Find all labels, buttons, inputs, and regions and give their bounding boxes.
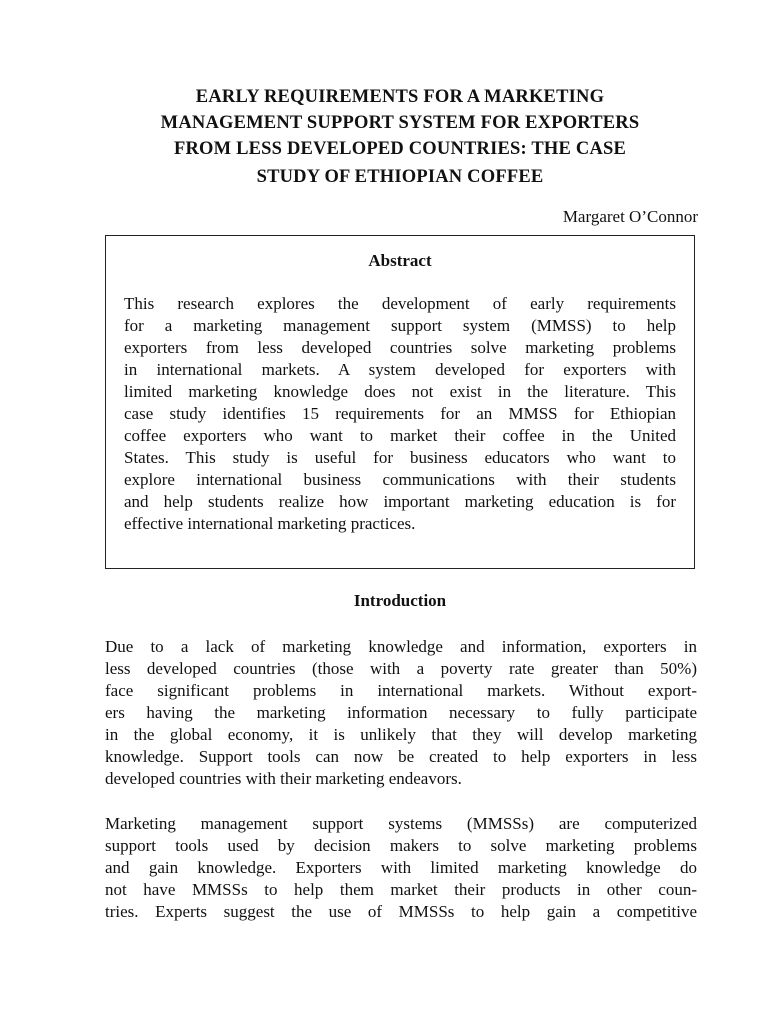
abstract-line: and help students realize how important marketing education is for bbox=[124, 492, 676, 511]
paragraph-line: support tools used by decision makers to solve marketing problems bbox=[105, 836, 697, 855]
abstract-line: coffee exporters who want to market their coffee in the United bbox=[124, 426, 676, 445]
abstract-line: States. This study is useful for business educators who want to bbox=[124, 448, 676, 467]
intro-paragraph-2 bbox=[105, 813, 697, 923]
abstract-line: for a marketing management support system (MMSS) to help bbox=[124, 316, 676, 335]
introduction-heading: Introduction bbox=[353, 591, 447, 610]
paragraph-line: Marketing management support systems (MMSSs) are computerized bbox=[105, 814, 697, 833]
title-line: STUDY OF ETHIOPIAN COFFEE bbox=[256, 167, 544, 187]
abstract-line: in international markets. A system developed for exporters with bbox=[124, 360, 676, 379]
paper-title bbox=[100, 84, 700, 190]
paragraph-line: ers having the marketing information necessary to fully participate bbox=[105, 703, 697, 722]
abstract-line: exporters from less developed countries solve marketing problems bbox=[124, 338, 676, 357]
abstract-box bbox=[105, 235, 695, 569]
abstract-line: explore international business communications with their students bbox=[124, 470, 676, 489]
author-name: Margaret O’Connor bbox=[562, 207, 698, 226]
paragraph-line: developed countries with their marketing endeavors. bbox=[105, 769, 462, 788]
abstract-text bbox=[124, 293, 676, 535]
title-line: MANAGEMENT SUPPORT SYSTEM FOR EXPORTERS bbox=[160, 113, 640, 133]
paragraph-line: Due to a lack of marketing knowledge and information, exporters in bbox=[105, 637, 697, 656]
paragraph-line: knowledge. Support tools can now be created to help exporters in less bbox=[105, 747, 697, 766]
paragraph-line: in the global economy, it is unlikely that they will develop marketing bbox=[105, 725, 697, 744]
paragraph-line: not have MMSSs to help them market their products in other coun- bbox=[105, 880, 697, 899]
title-line: FROM LESS DEVELOPED COUNTRIES: THE CASE bbox=[173, 139, 627, 159]
paragraph-line: and gain knowledge. Exporters with limited marketing knowledge do bbox=[105, 858, 697, 877]
abstract-line: limited marketing knowledge does not exist in the literature. This bbox=[124, 382, 676, 401]
abstract-line: This research explores the development of early requirements bbox=[124, 294, 676, 313]
paragraph-line: less developed countries (those with a poverty rate greater than 50%) bbox=[105, 659, 697, 678]
abstract-heading: Abstract bbox=[368, 251, 432, 270]
abstract-line: case study identifies 15 requirements for an MMSS for Ethiopian bbox=[124, 404, 676, 423]
title-line: EARLY REQUIREMENTS FOR A MARKETING bbox=[195, 87, 605, 107]
paragraph-line: face significant problems in international markets. Without export- bbox=[105, 681, 697, 700]
intro-paragraph-1 bbox=[105, 636, 697, 790]
abstract-line: effective international marketing practices. bbox=[124, 514, 416, 533]
paragraph-line: tries. Experts suggest the use of MMSSs to help gain a competitive bbox=[105, 902, 697, 921]
